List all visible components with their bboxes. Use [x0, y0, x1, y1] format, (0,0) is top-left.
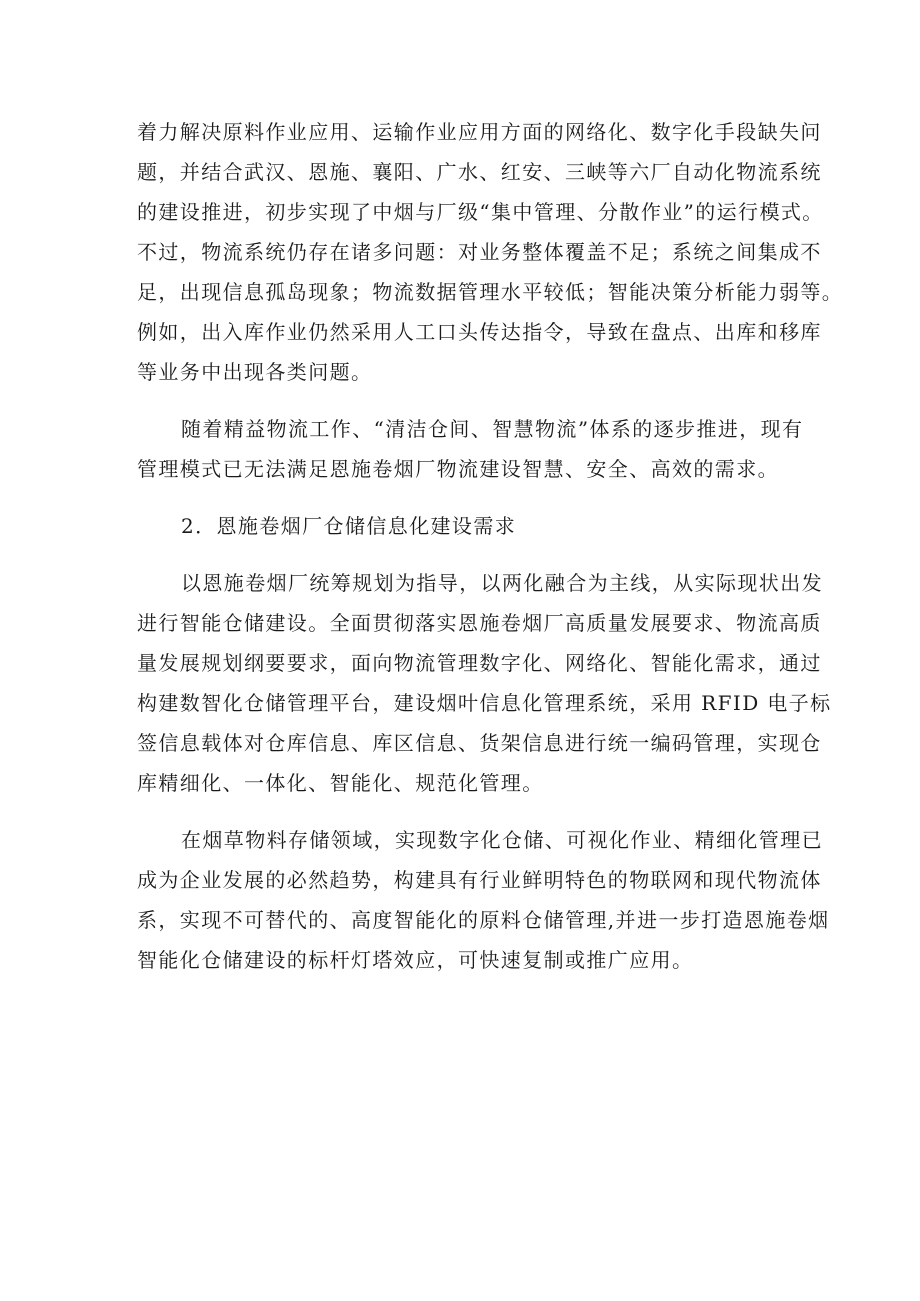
text-line: 随着精益物流工作、“清洁仓间、智慧物流”体系的逐步推进，现有	[181, 417, 804, 441]
paragraph-spacer	[137, 546, 799, 563]
text-line: 的建设推进，初步实现了中烟与厂级“集中管理、分散作业”的运行模式。	[137, 200, 824, 224]
text-line: 系，实现不可替代的、高度智能化的原料仓储管理,并进一步打造恩施卷烟	[137, 908, 830, 932]
text-line: 签信息载体对仓库信息、库区信息、货架信息进行统一编码管理，实现仓	[137, 731, 822, 755]
text-line: 进行智能仓储建设。全面贯彻落实恩施卷烟厂高质量发展要求、物流高质	[137, 611, 822, 635]
text-line: 智能化仓储建设的标杆灯塔效应，可快速复制或推广应用。	[137, 948, 694, 972]
text-line: 等业务中出现各类问题。	[137, 360, 373, 384]
text-line: 着力解决原料作业应用、运输作业应用方面的网络化、数字化手段缺失问	[137, 120, 822, 144]
paragraph-spacer	[137, 803, 799, 820]
text-line: 成为企业发展的必然趋势，构建具有行业鲜明特色的物联网和现代物流体	[137, 868, 822, 892]
paragraph-spacer	[137, 392, 799, 409]
text-line: 在烟草物料存储领域，实现数字化仓储、可视化作业、精细化管理已	[181, 828, 823, 852]
text-line: 管理模式已无法满足恩施卷烟厂物流建设智慧、安全、高效的需求。	[137, 457, 779, 481]
text-line: 构建数智化仓储管理平台，建设烟叶信息化管理系统，采用 RFID 电子标	[137, 691, 832, 715]
paragraph-lean-logistics	[137, 409, 804, 489]
text-line: 以恩施卷烟厂统筹规划为指导，以两化融合为主线，从实际现状出发	[181, 571, 823, 595]
paragraph-logistics-problems	[137, 112, 844, 392]
text-line: 库精细化、一体化、智能化、规范化管理。	[137, 771, 544, 795]
paragraph-material-storage	[137, 820, 830, 980]
text-line: 足，出现信息孤岛现象；物流数据管理水平较低；智能决策分析能力弱等。	[137, 280, 844, 304]
section-heading	[137, 506, 799, 546]
text-line: 量发展规划纲要要求，面向物流管理数字化、网络化、智能化需求，通过	[137, 651, 822, 675]
paragraph-warehouse-requirements	[137, 563, 832, 803]
section-heading-text: 2．恩施卷烟厂仓储信息化建设需求	[181, 514, 517, 538]
document-body	[137, 112, 844, 980]
text-line: 例如，出入库作业仍然采用人工口头传达指令，导致在盘点、出库和移库	[137, 320, 822, 344]
text-line: 不过，物流系统仍存在诸多问题：对业务整体覆盖不足；系统之间集成不	[137, 240, 822, 264]
paragraph-spacer	[137, 489, 799, 506]
text-line: 题，并结合武汉、恩施、襄阳、广水、红安、三峡等六厂自动化物流系统	[137, 160, 822, 184]
